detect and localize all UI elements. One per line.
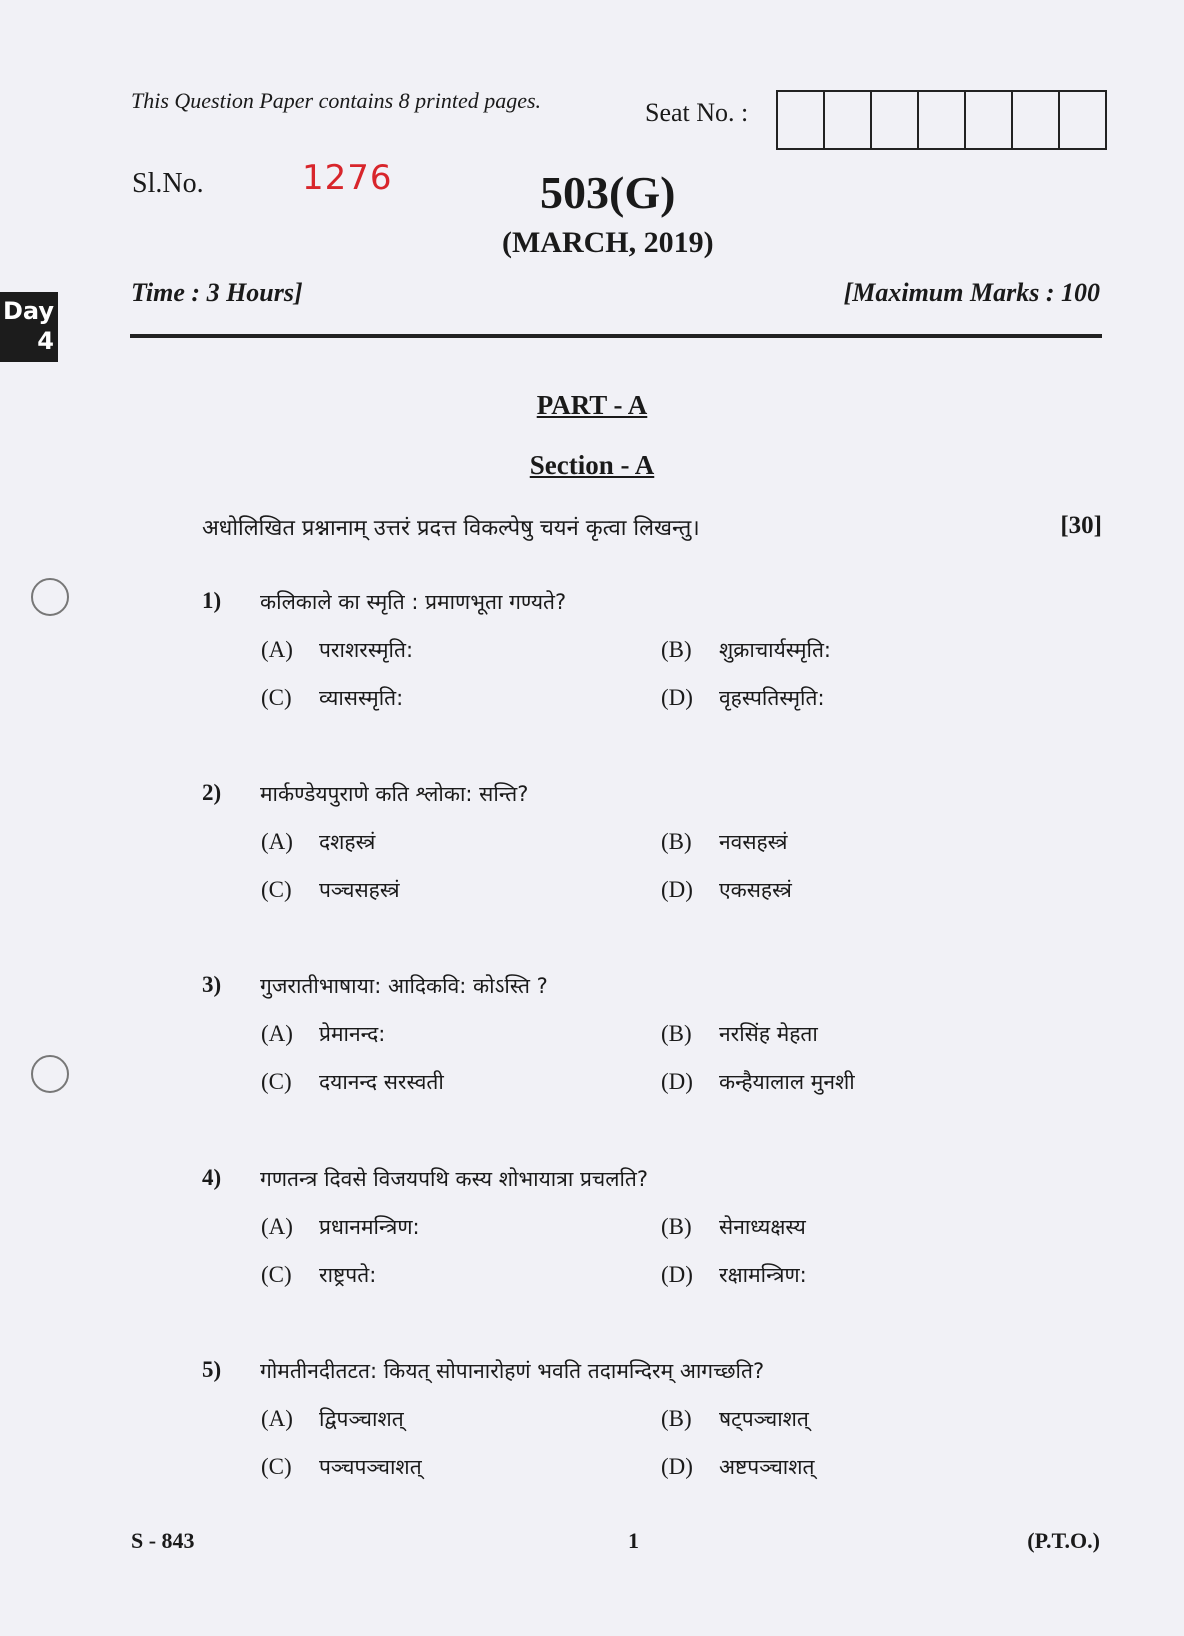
option-b: (B) षट्पञ्चाशत् xyxy=(661,1406,809,1431)
seat-number-label: Seat No. : xyxy=(645,98,749,127)
seat-number-box xyxy=(1013,92,1060,148)
page-number: 1 xyxy=(628,1528,639,1553)
option-d: (D) अष्टपञ्चाशत् xyxy=(661,1454,815,1479)
option-c: (C) व्यासस्मृति: xyxy=(261,685,404,710)
day-tab-label: Day xyxy=(2,297,54,325)
seat-number-boxes xyxy=(776,90,1107,150)
day-tab-number: 4 xyxy=(37,327,54,355)
question-text: मार्कण्डेयपुराणे कति श्लोका: सन्ति? xyxy=(260,782,529,806)
maximum-marks: [Maximum Marks : 100 xyxy=(843,278,1100,307)
section-heading: Section - A xyxy=(529,450,655,480)
paper-series-code: S - 843 xyxy=(131,1528,195,1553)
punch-hole xyxy=(31,1055,69,1093)
question-number: 4) xyxy=(202,1165,222,1190)
option-d: (D) वृहस्पतिस्मृति: xyxy=(661,685,825,710)
question-number: 3) xyxy=(202,972,222,997)
seat-number-box xyxy=(919,92,966,148)
question-text: कलिकाले का स्मृति : प्रमाणभूता गण्यते? xyxy=(260,590,567,614)
seat-number-box xyxy=(1060,92,1105,148)
option-b: (B) सेनाध्यक्षस्य xyxy=(661,1214,806,1239)
part-heading: PART - A xyxy=(536,390,648,420)
option-d: (D) एकसहस्त्रं xyxy=(661,877,792,902)
serial-number-label: Sl.No. xyxy=(132,168,204,199)
seat-number-box xyxy=(778,92,825,148)
option-c: (C) पञ्चपञ्चाशत् xyxy=(261,1454,422,1479)
seat-number-box xyxy=(966,92,1013,148)
time-allowed: Time : 3 Hours] xyxy=(131,278,303,307)
option-a: (A) द्विपञ्चाशत् xyxy=(261,1406,404,1431)
option-c: (C) पञ्चसहस्त्रं xyxy=(261,877,400,902)
pages-info: This Question Paper contains 8 printed pages. xyxy=(131,88,542,113)
section-marks: [30] xyxy=(1060,512,1102,539)
serial-number-value: 1276 xyxy=(302,158,393,198)
option-a: (A) दशहस्त्रं xyxy=(261,829,376,854)
option-a: (A) प्रधानमन्त्रिण: xyxy=(261,1214,420,1239)
option-a: (A) प्रेमानन्द: xyxy=(261,1021,386,1046)
option-a: (A) पराशरस्मृति: xyxy=(261,637,414,662)
option-b: (B) नरसिंह मेहता xyxy=(661,1021,818,1046)
please-turn-over: (P.T.O.) xyxy=(1027,1528,1100,1553)
seat-number-box xyxy=(825,92,872,148)
option-d: (D) कन्हैयालाल मुनशी xyxy=(661,1069,855,1094)
paper-code: 503(G) xyxy=(540,167,676,218)
option-b: (B) नवसहस्त्रं xyxy=(661,829,788,854)
option-c: (C) राष्ट्रपते: xyxy=(261,1262,377,1287)
day-tab xyxy=(0,292,58,362)
question-number: 5) xyxy=(202,1357,222,1382)
question-text: गणतन्त्र दिवसे विजयपथि कस्य शोभायात्रा प्रचलति? xyxy=(260,1167,649,1191)
exam-session: (MARCH, 2019) xyxy=(502,226,714,259)
instruction-text: अधोलिखित प्रश्नानाम् उत्तरं प्रदत्त विकल्पेषु चयनं कृत्वा लिखन्तु। xyxy=(202,516,700,541)
header-divider xyxy=(130,334,1102,338)
question-text: गोमतीनदीतटत: कियत् सोपानारोहणं भवति तदामन्दिरम् आगच्छति? xyxy=(260,1359,765,1383)
option-b: (B) शुक्राचार्यस्मृति: xyxy=(661,637,832,662)
question-number: 1) xyxy=(202,588,222,613)
option-d: (D) रक्षामन्त्रिण: xyxy=(661,1262,807,1287)
seat-number-box xyxy=(872,92,919,148)
question-number: 2) xyxy=(202,780,222,805)
punch-hole xyxy=(31,578,69,616)
option-c: (C) दयानन्द सरस्वती xyxy=(261,1069,444,1094)
question-text: गुजरातीभाषाया: आदिकवि: कोऽस्ति ? xyxy=(260,974,548,998)
